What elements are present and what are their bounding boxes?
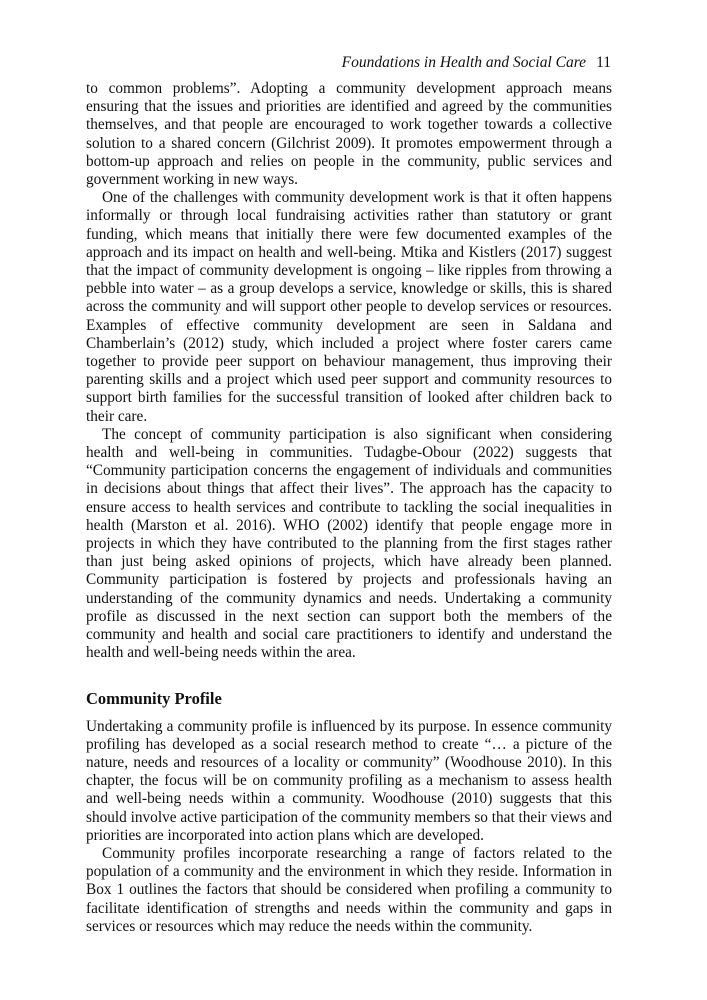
running-title: Foundations in Health and Social Care — [341, 54, 587, 71]
page-number: 11 — [596, 54, 611, 71]
paragraph: The concept of community participation is also significant when considering health and well-being in communities. Tudagbe-Obour (2022) suggests that “Community participation concerns the engagement of individuals and communities in decisions about things that affect their lives”. The approach has the capacity to ensure access to health services and contribute to tackling the social inequalities in health (Marston et al. 2016). WHO (2002) identify that people engage more in projects in which they have contributed to the planning from the first stages rather than just being asked opinions of projects, which have already been planned. Community participation is fostered by projects and professionals having an understanding of the community dynamics and needs. Undertaking a community profile as discussed in the next section can support both the members of the community and health and social care practitioners to identify and understand the health and well-being needs within the area. — [86, 425, 612, 662]
paragraph: Undertaking a community profile is influenced by its purpose. In essence community profiling has developed as a social research method to create “… a picture of the nature, needs and resources of a locality or community” (Woodhouse 2010). In this chapter, the focus will be on community profiling as a mechanism to assess health and well-being needs within a community. Woodhouse (2010) suggests that this should involve active participation of the community members so that their views and priorities are incorporated into action plans which are developed. — [86, 717, 612, 844]
paragraph: Community profiles incorporate researching a range of factors related to the population of a community and the environment in which they reside. Information in Box 1 outlines the factors that should be considered when profiling a community to facilitate identification of strengths and needs within the community and gaps in services or resources which may reduce the needs within the community. — [86, 844, 612, 935]
section-heading: Community Profile — [86, 688, 222, 708]
paragraph: One of the challenges with community development work is that it often happens informally or through local fundraising activities rather than statutory or grant funding, which means that initially there were few documented examples of the approach and its impact on health and well-being. Mtika and Kistlers (2017) suggest that the impact of community development is ongoing – like ripples from throwing a pebble into water – as a group develops a service, knowledge or skills, this is shared across the community and will support other people to develop services or resources. Examples of effective community development are seen in Saldana and Chamberlain’s (2012) study, which included a project where foster carers came together to provide peer support on behaviour management, thus improving their parenting skills and a project which used peer support and community resources to support birth families for the successful transition of looked after children back to their care. — [86, 189, 612, 425]
running-header — [342, 54, 611, 72]
body-text — [86, 80, 612, 936]
paragraph: to common problems”. Adopting a community development approach means ensuring that the issues and priorities are identified and agreed by the communities themselves, and that people are encouraged to work together towards a collective solution to a shared concern (Gilchrist 2009). It promotes empowerment through a bottom-up approach and relies on people in the community, public services and government working in new ways. — [86, 80, 612, 189]
